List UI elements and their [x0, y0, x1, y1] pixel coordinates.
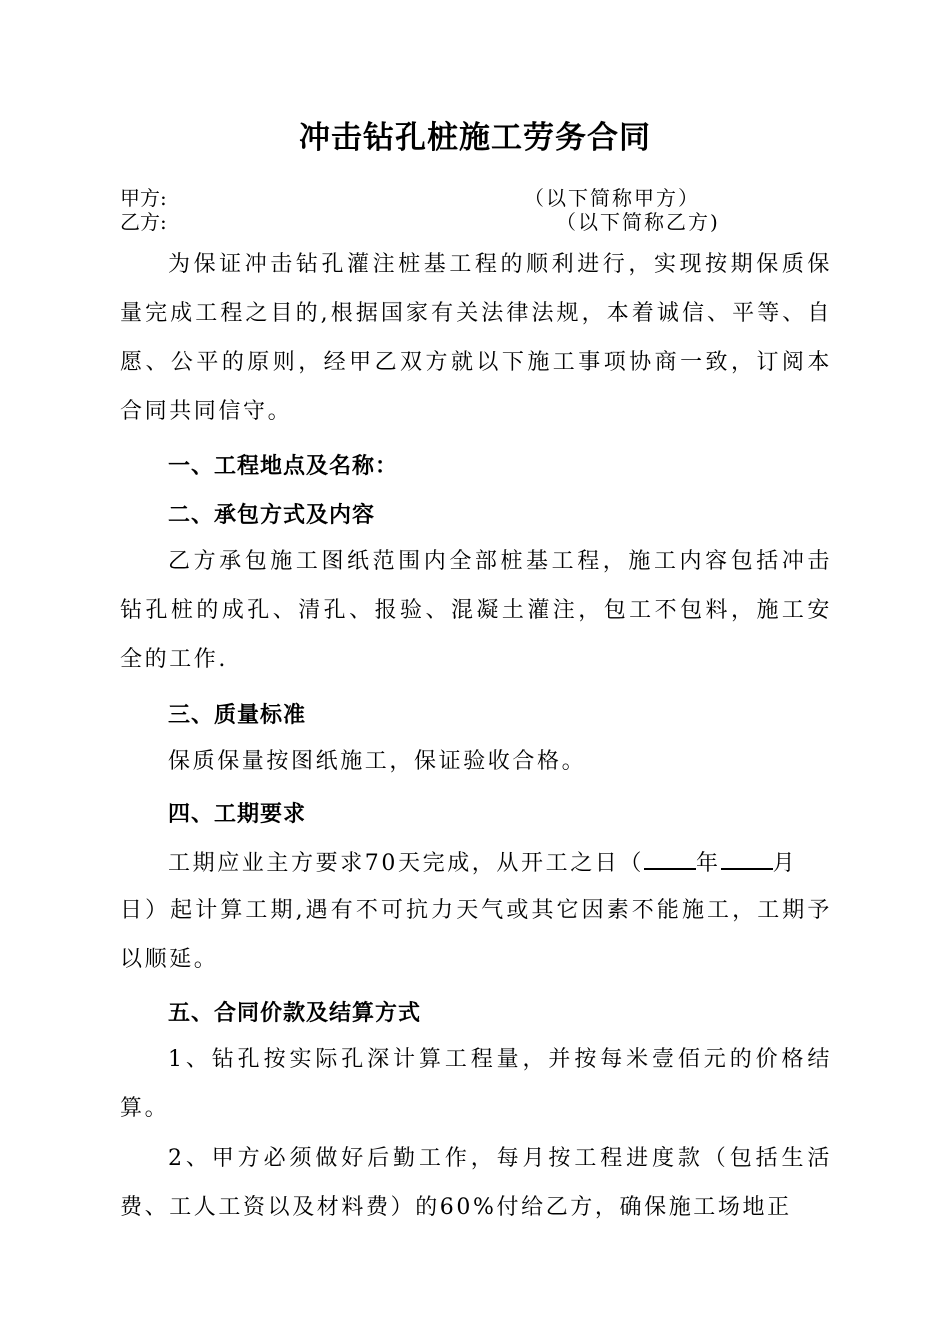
- section-heading-2: 二、承包方式及内容: [168, 503, 376, 528]
- party-a-line: [120, 186, 700, 210]
- party-b-label: 乙方:: [120, 210, 167, 234]
- section-heading-1: 一、工程地点及名称：: [168, 454, 399, 479]
- section-3-text: 保质保量按图纸施工，保证验收合格。: [168, 749, 587, 774]
- section-4-text: 日）起计算工期,遇有不可抗力天气或其它因素不能施工，工期予以顺延。: [120, 898, 832, 972]
- section-2-text: 乙方承包施工图纸范围内全部桩基工程，施工内容包括冲击钻孔桩的成孔、清孔、报验、混凝土灌注，包工不包料，施工安全的工作.: [120, 549, 832, 672]
- schedule-text-start: 工期应业主方要求70天完成，从开工之日（: [168, 851, 644, 876]
- year-blank: [644, 848, 696, 870]
- section-body-2: [120, 537, 832, 684]
- intro-paragraph: [120, 240, 832, 436]
- section-heading-5: 五、合同价款及结算方式: [168, 1001, 422, 1026]
- section-body-4: [120, 886, 832, 984]
- month-blank: [721, 848, 773, 870]
- party-b-line: [120, 210, 720, 234]
- section-heading-3: 三、质量标准: [168, 703, 307, 728]
- year-label: 年: [696, 851, 721, 876]
- section-5-item-1-text: 1、钻孔按实际孔深计算工程量，并按每米壹佰元的价格结算。: [120, 1047, 832, 1121]
- month-label: 月: [772, 851, 798, 876]
- document-title: 冲击钻孔桩施工劳务合同: [299, 120, 651, 156]
- section-5-item-1: [120, 1035, 832, 1133]
- section-4-line-1: [168, 846, 797, 877]
- party-b-note: （以下简称乙方): [556, 210, 720, 234]
- section-heading-4: 四、工期要求: [168, 802, 307, 827]
- section-body-3: [120, 737, 832, 786]
- party-a-note: （以下简称甲方）: [524, 186, 700, 210]
- section-5-item-2-text: 2、甲方必须做好后勤工作，每月按工程进度款（包括生活费、工人工资以及材料费）的60%付给乙方，确保施工场地正: [120, 1146, 832, 1220]
- section-5-item-2: [120, 1134, 832, 1232]
- party-a-label: 甲方:: [120, 186, 167, 210]
- intro-text: 为保证冲击钻孔灌注桩基工程的顺利进行，实现按期保质保量完成工程之目的,根据国家有关法律法规，本着诚信、平等、自愿、公平的原则，经甲乙双方就以下施工事项协商一致，订阅本合同共同信守。: [120, 252, 832, 424]
